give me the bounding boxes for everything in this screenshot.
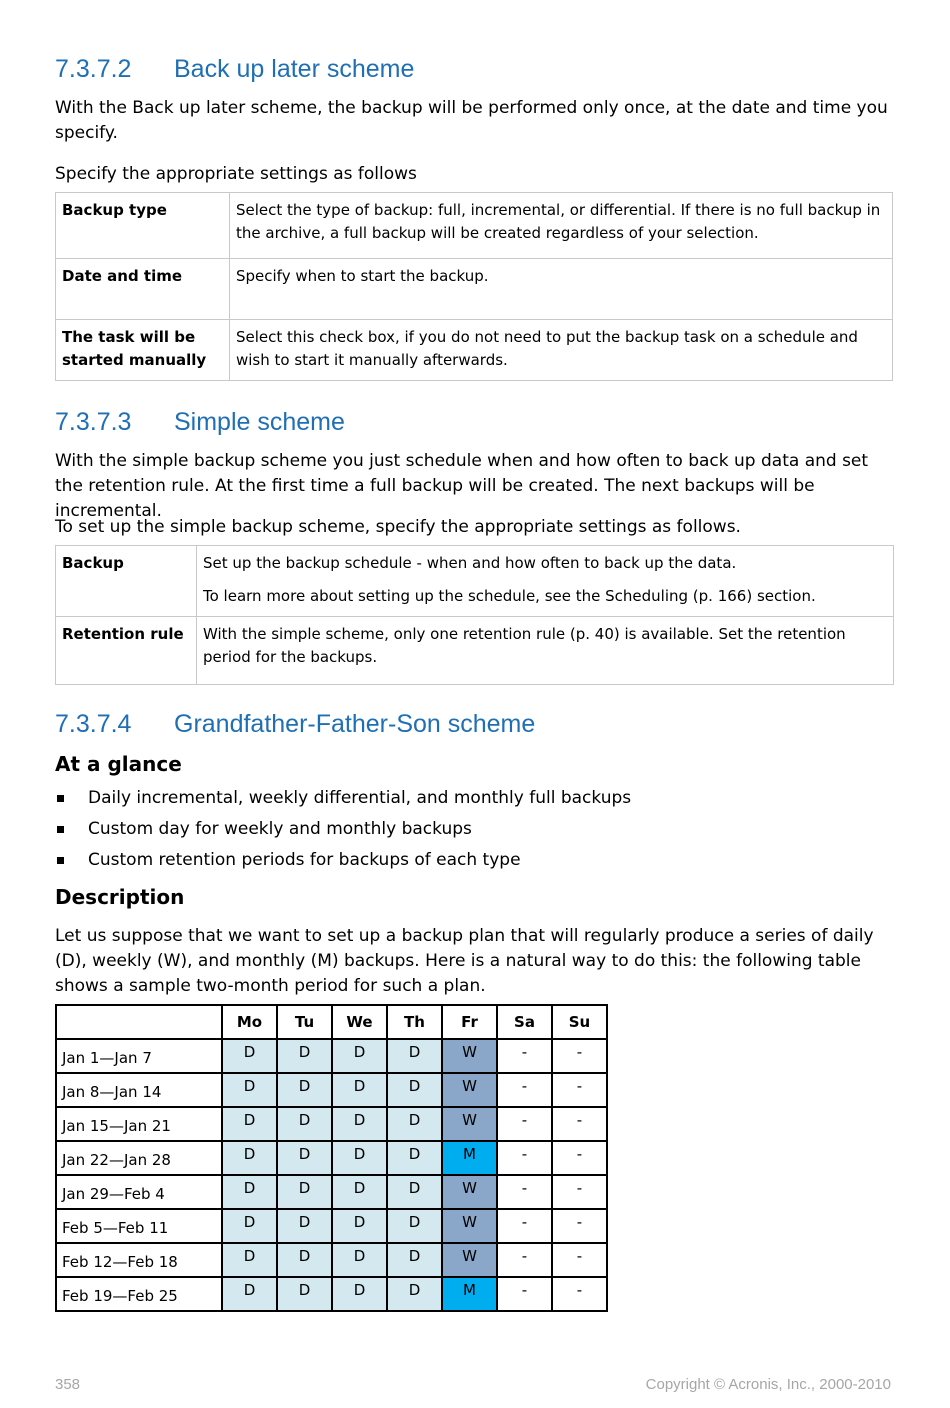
schedule-cell: - xyxy=(552,1107,607,1141)
schedule-cell: D xyxy=(277,1175,332,1209)
week-range-cell: Jan 8—Jan 14 xyxy=(56,1073,222,1107)
schedule-cell: D xyxy=(387,1107,442,1141)
schedule-cell: D xyxy=(387,1039,442,1073)
page-number: 358 xyxy=(55,1376,81,1393)
section-number: 7.3.7.2 xyxy=(55,55,132,83)
schedule-cell: D xyxy=(222,1141,277,1175)
schedule-cell: D xyxy=(277,1039,332,1073)
schedule-cell: D xyxy=(277,1107,332,1141)
schedule-cell: D xyxy=(332,1209,387,1243)
schedule-cell: - xyxy=(497,1175,552,1209)
table-row xyxy=(56,1039,607,1073)
setting-label: Backup type xyxy=(56,193,230,259)
schedule-cell: - xyxy=(552,1073,607,1107)
week-range-cell: Feb 19—Feb 25 xyxy=(56,1277,222,1311)
schedule-cell: D xyxy=(277,1073,332,1107)
schedule-cell: D xyxy=(332,1039,387,1073)
schedule-cell: - xyxy=(497,1073,552,1107)
later-lead: Specify the appropriate settings as follows xyxy=(55,164,417,184)
setting-description: Select the type of backup: full, incremental, or differential. If there is no full backup in the archive, a full backup will be created regardless of your selection. xyxy=(230,193,893,259)
section-number: 7.3.7.4 xyxy=(55,710,132,738)
setting-description: With the simple scheme, only one retention rule (p. 40) is available. Set the retention period for the backups. xyxy=(197,617,894,685)
at-a-glance-heading: At a glance xyxy=(55,752,182,776)
schedule-cell: D xyxy=(277,1141,332,1175)
simple-settings-table xyxy=(55,545,894,685)
section-title: Back up later scheme xyxy=(174,55,415,83)
day-header: Fr xyxy=(442,1005,497,1039)
table-row xyxy=(56,259,893,320)
day-header: Sa xyxy=(497,1005,552,1039)
table-row xyxy=(56,1209,607,1243)
setting-label: The task will be started manually xyxy=(56,320,230,381)
section-heading-simple xyxy=(55,408,345,437)
schedule-cell: - xyxy=(497,1141,552,1175)
setting-label: Retention rule xyxy=(56,617,197,685)
schedule-cell: D xyxy=(387,1277,442,1311)
schedule-cell: W xyxy=(442,1209,497,1243)
list-item-text: Custom retention periods for backups of each type xyxy=(88,850,521,870)
table-row xyxy=(56,1141,607,1175)
schedule-cell: D xyxy=(387,1209,442,1243)
day-header: Mo xyxy=(222,1005,277,1039)
schedule-cell: D xyxy=(222,1277,277,1311)
schedule-cell: - xyxy=(552,1039,607,1073)
schedule-cell: - xyxy=(552,1175,607,1209)
table-row xyxy=(56,320,893,381)
later-intro: With the Back up later scheme, the backup will be performed only once, at the date and time you specify. xyxy=(55,98,888,143)
schedule-cell: - xyxy=(497,1243,552,1277)
list-item-text: Custom day for weekly and monthly backups xyxy=(88,819,472,839)
schedule-cell: D xyxy=(222,1073,277,1107)
table-row xyxy=(56,193,893,259)
day-header: Th xyxy=(387,1005,442,1039)
list-item xyxy=(55,786,631,817)
glance-bullet-list xyxy=(55,786,631,879)
schedule-cell: - xyxy=(497,1277,552,1311)
table-row xyxy=(56,1243,607,1277)
table-row xyxy=(56,617,894,685)
schedule-cell: D xyxy=(332,1243,387,1277)
schedule-cell: D xyxy=(387,1141,442,1175)
schedule-cell: D xyxy=(332,1107,387,1141)
table-row xyxy=(56,546,894,617)
description-heading: Description xyxy=(55,885,185,909)
schedule-cell: - xyxy=(552,1243,607,1277)
schedule-cell: D xyxy=(277,1277,332,1311)
schedule-cell: W xyxy=(442,1073,497,1107)
schedule-cell: D xyxy=(332,1141,387,1175)
schedule-cell: - xyxy=(497,1039,552,1073)
schedule-cell: W xyxy=(442,1039,497,1073)
schedule-cell: D xyxy=(277,1209,332,1243)
schedule-cell: D xyxy=(222,1175,277,1209)
setting-description-line: To learn more about setting up the schedule, see the Scheduling (p. 166) section. xyxy=(203,587,816,605)
simple-lead: To set up the simple backup scheme, specify the appropriate settings as follows. xyxy=(55,517,741,537)
schedule-cell: - xyxy=(497,1209,552,1243)
section-title: Grandfather-Father-Son scheme xyxy=(174,710,536,738)
schedule-cell: - xyxy=(497,1107,552,1141)
schedule-cell: M xyxy=(442,1141,497,1175)
simple-intro: With the simple backup scheme you just schedule when and how often to back up data and set the retention rule. At the first time a full backup will be created. The next backups will be incremental. xyxy=(55,451,869,521)
week-range-cell: Jan 15—Jan 21 xyxy=(56,1107,222,1141)
table-row xyxy=(56,1277,607,1311)
table-header-row xyxy=(56,1005,607,1039)
schedule-cell: - xyxy=(552,1141,607,1175)
table-row xyxy=(56,1073,607,1107)
schedule-cell: - xyxy=(552,1277,607,1311)
description-paragraph: Let us suppose that we want to set up a backup plan that will regularly produce a series of daily (D), weekly (W), and monthly (M) backups. Here is a natural way to do this: the following table shows a sample two-month period for such a plan. xyxy=(55,926,874,996)
schedule-cell: D xyxy=(222,1039,277,1073)
schedule-cell: D xyxy=(222,1107,277,1141)
schedule-cell: D xyxy=(222,1209,277,1243)
list-item-text: Daily incremental, weekly differential, and monthly full backups xyxy=(88,788,632,808)
section-title: Simple scheme xyxy=(174,408,345,436)
schedule-cell: D xyxy=(387,1073,442,1107)
table-row xyxy=(56,1107,607,1141)
gfs-schedule-table xyxy=(55,1004,608,1312)
schedule-cell: D xyxy=(387,1175,442,1209)
section-number: 7.3.7.3 xyxy=(55,408,132,436)
week-range-cell: Feb 5—Feb 11 xyxy=(56,1209,222,1243)
schedule-cell: M xyxy=(442,1277,497,1311)
week-range-cell: Jan 1—Jan 7 xyxy=(56,1039,222,1073)
schedule-cell: D xyxy=(332,1175,387,1209)
schedule-cell: W xyxy=(442,1175,497,1209)
bullet-square-icon xyxy=(57,795,64,802)
bullet-square-icon xyxy=(57,826,64,833)
week-range-cell: Jan 29—Feb 4 xyxy=(56,1175,222,1209)
schedule-cell: - xyxy=(552,1209,607,1243)
later-settings-table xyxy=(55,192,893,381)
setting-description: Select this check box, if you do not need to put the backup task on a schedule and wish to start it manually afterwards. xyxy=(230,320,893,381)
setting-label: Date and time xyxy=(56,259,230,320)
setting-description-line: Set up the backup schedule - when and how often to back up the data. xyxy=(203,554,737,572)
setting-description xyxy=(197,546,894,617)
week-range-cell: Feb 12—Feb 18 xyxy=(56,1243,222,1277)
schedule-cell: D xyxy=(332,1277,387,1311)
table-row xyxy=(56,1175,607,1209)
day-header: Tu xyxy=(277,1005,332,1039)
schedule-cell: W xyxy=(442,1243,497,1277)
schedule-cell: W xyxy=(442,1107,497,1141)
day-header: Su xyxy=(552,1005,607,1039)
setting-label: Backup xyxy=(56,546,197,617)
list-item xyxy=(55,848,631,879)
day-header: We xyxy=(332,1005,387,1039)
bullet-square-icon xyxy=(57,857,64,864)
copyright-notice: Copyright © Acronis, Inc., 2000-2010 xyxy=(645,1376,891,1393)
setting-description: Specify when to start the backup. xyxy=(230,259,893,320)
schedule-cell: D xyxy=(277,1243,332,1277)
week-range-cell: Jan 22—Jan 28 xyxy=(56,1141,222,1175)
schedule-cell: D xyxy=(332,1073,387,1107)
section-heading-gfs xyxy=(55,710,535,739)
schedule-cell: D xyxy=(387,1243,442,1277)
corner-header-cell xyxy=(56,1005,222,1039)
list-item xyxy=(55,817,631,848)
section-heading-back-up-later xyxy=(55,55,414,84)
schedule-cell: D xyxy=(222,1243,277,1277)
